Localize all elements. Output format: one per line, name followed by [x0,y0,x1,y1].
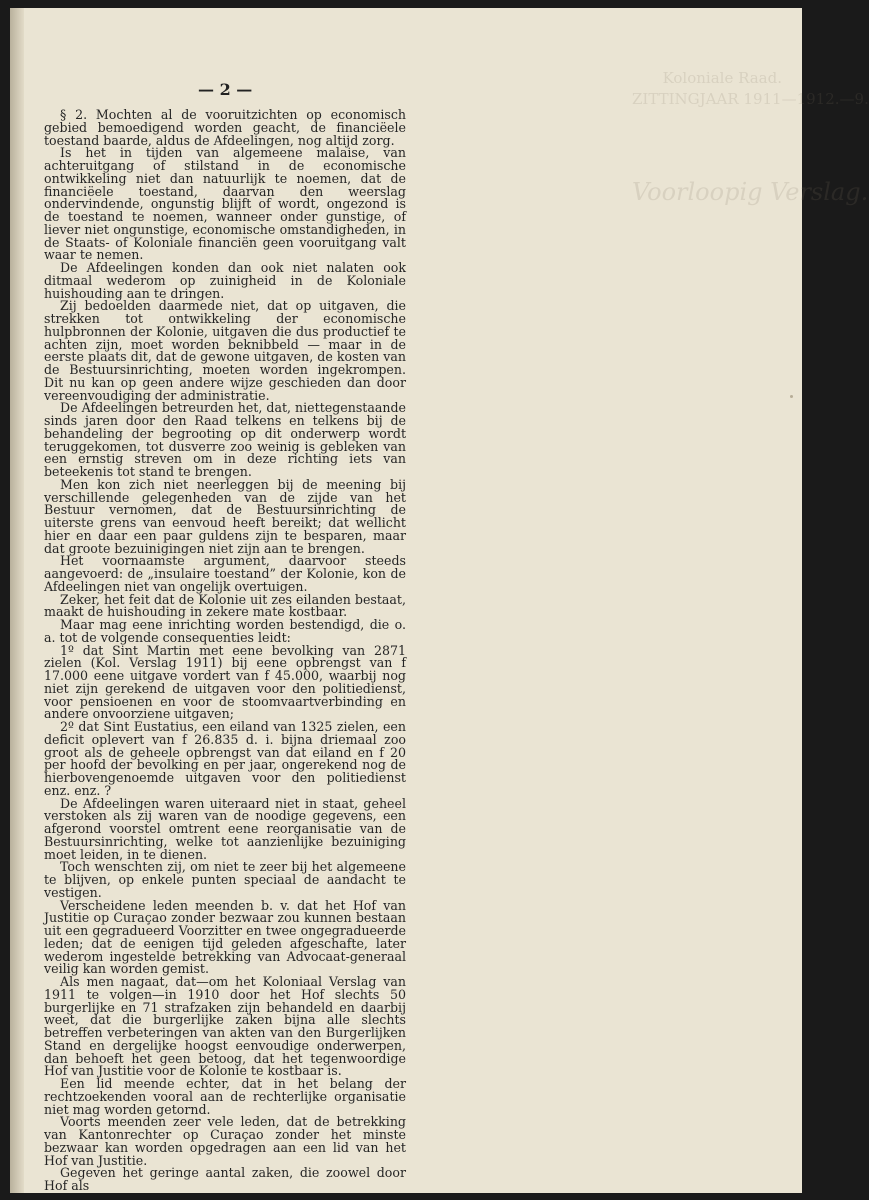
paragraph: 1º dat Sint Martin met eene bevolking van 2871 zielen (Kol. Verslag 1911) bij eene opbrengst van f 17.000 eene uitgave vordert van f 45.000, waarbij nog niet zijn gerekend de uitgaven voor den politiedienst, voor pensioenen en voor de stoomvaartverbinding en andere onvoorziene uitgaven; [44,642,406,722]
paragraph: § 2. Mochten al de vooruitzichten op economisch gebied bemoedigend worden geacht, de financiëele toestand baarde, aldus de Afdeelingen, nog altijd zorg. [44,107,406,148]
body-column [44,109,406,1193]
paragraph: Een lid meende echter, dat in het belang der rechtzoekenden vooral aan de rechterlijke organisatie niet mag worden getornd. [44,1076,406,1117]
bleed-line-1: Koloniale Raad. [662,69,782,87]
paragraph: De Afdeelingen waren uiteraard niet in staat, geheel verstoken als zij waren van de noodige gegevens, een afgerond voorstel omtrent eene reorganisatie van de Bestuursinrichting, welke tot aanzienlijke bezuiniging moet leiden, in te dienen. [44,795,406,862]
bleed-title: Voorloopig Verslag. [632,178,869,206]
paragraph: Verscheidene leden meenden b. v. dat het Hof van Justitie op Curaçao zonder bezwaar zou kunnen bestaan uit een gegradueerd Voorzitter en twee ongegradueerde leden; dat de eenigen tijd geleden afgeschafte, later wederom ingestelde betrekking van Advocaat-generaal veilig kan worden gemist. [44,897,406,977]
paragraph: Voorts meenden zeer vele leden, dat de betrekking van Kantonrechter op Curaçao zonder het minste bezwaar kan worden opgedragen aan een lid van het Hof van Justitie. [44,1114,406,1168]
paragraph: Toch wenschten zij, om niet te zeer bij het algemeene te blijven, op enkele punten speciaal de aandacht te vestigen. [44,859,406,900]
page-number: — 2 — [198,80,253,99]
paragraph: Is het in tijden van algemeene malaise, van achteruitgang of stilstand in de economische ontwikkeling niet dan natuurlijk te noemen, dat de financiëele toestand, daarvan den weerslag ondervindende, ongunstig blijft of wordt, ongezond is de toestand te noemen, wanneer onder gunstige, of liever niet ongunstige, economische omstandigheden, in de Staats- of Koloniale financiën geen vooruitgang valt waar te nemen. [44,145,406,263]
bleed-line-2: ZITTINGJAAR 1911—1912.—9. [632,90,869,108]
paragraph: Zij bedoelden daarmede niet, dat op uitgaven, die strekken tot ontwikkeling der economische hulpbronnen der Kolonie, uitgaven die dus productief te achten zijn, moet worden beknibbeld — maar in de eerste plaats dit, dat de gewone uitgaven, de kosten van de Bestuursinrichting, moeten worden ingekrompen. Dit nu kan op geen andere wijze geschieden dan door vereenvoudiging der administratie. [44,298,406,403]
document-page [10,8,869,1193]
paragraph: 2º dat Sint Eustatius, een eiland van 1325 zielen, een deficit oplevert van f 26.835 d. i. bijna driemaal zoo groot als de geheele opbrengst van dat eiland en f 20 per hoofd der bevolking en per jaar, ongerekend nog de hierbovengenoemde uitgaven voor den politiedienst enz. enz. ? [44,719,406,798]
binding-edge [10,8,24,1193]
paper-speck [790,395,793,398]
paragraph: Als men nagaat, dat—om het Koloniaal Verslag van 1911 te volgen—in 1910 door het Hof slechts 50 burgerlijke en 71 strafzaken zijn behandeld en daarbij weet, dat die burgerlijke zaken bijna alle slechts betreffen verbeteringen van akten van den Burgerlijken Stand en dergelijke hoogst eenvoudige onderwerpen, dan behoeft het geen betoog, dat het tegenwoordige Hof van Justitie voor de Kolonie te kostbaar is. [44,974,406,1079]
paragraph: Zeker, het feit dat de Kolonie uit zes eilanden bestaat, maakt de huishouding in zekere mate kostbaar. [44,591,406,620]
paragraph: Gegeven het geringe aantal zaken, die zoowel door Hof als [44,1165,406,1193]
bleed-through-text [632,68,869,206]
paragraph: Het voornaamste argument, daarvoor steeds aangevoerd: de „insulaire toestand” der Kolonie, kon de Afdeelingen niet van ongelijk overtuigen. [44,553,406,594]
paragraph: Men kon zich niet neerleggen bij de meening bij verschillende gelegenheden van de zijde van het Bestuur vernomen, dat de Bestuursinrichting de uiterste grens van eenvoud heeft bereikt; dat wellicht hier en daar een paar guldens zijn te besparen, maar dat groote bezuinigingen niet zijn aan te brengen. [44,476,406,556]
paragraph: De Afdeelingen betreurden het, dat, niettegenstaande sinds jaren door den Raad telkens en telkens bij de behandeling der begrooting op dit onderwerp wordt teruggekomen, tot dusverre zoo weinig is gebleken van een ernstig streven om in deze richting iets van beteekenis tot stand te brengen. [44,400,406,479]
paragraph: Maar mag eene inrichting worden bestendigd, die o. a. tot de volgende consequenties leidt: [44,617,406,645]
paragraph: De Afdeelingen konden dan ook niet nalaten ook ditmaal wederom op zuinigheid in de Koloniale huishouding aan te dringen. [44,260,406,301]
